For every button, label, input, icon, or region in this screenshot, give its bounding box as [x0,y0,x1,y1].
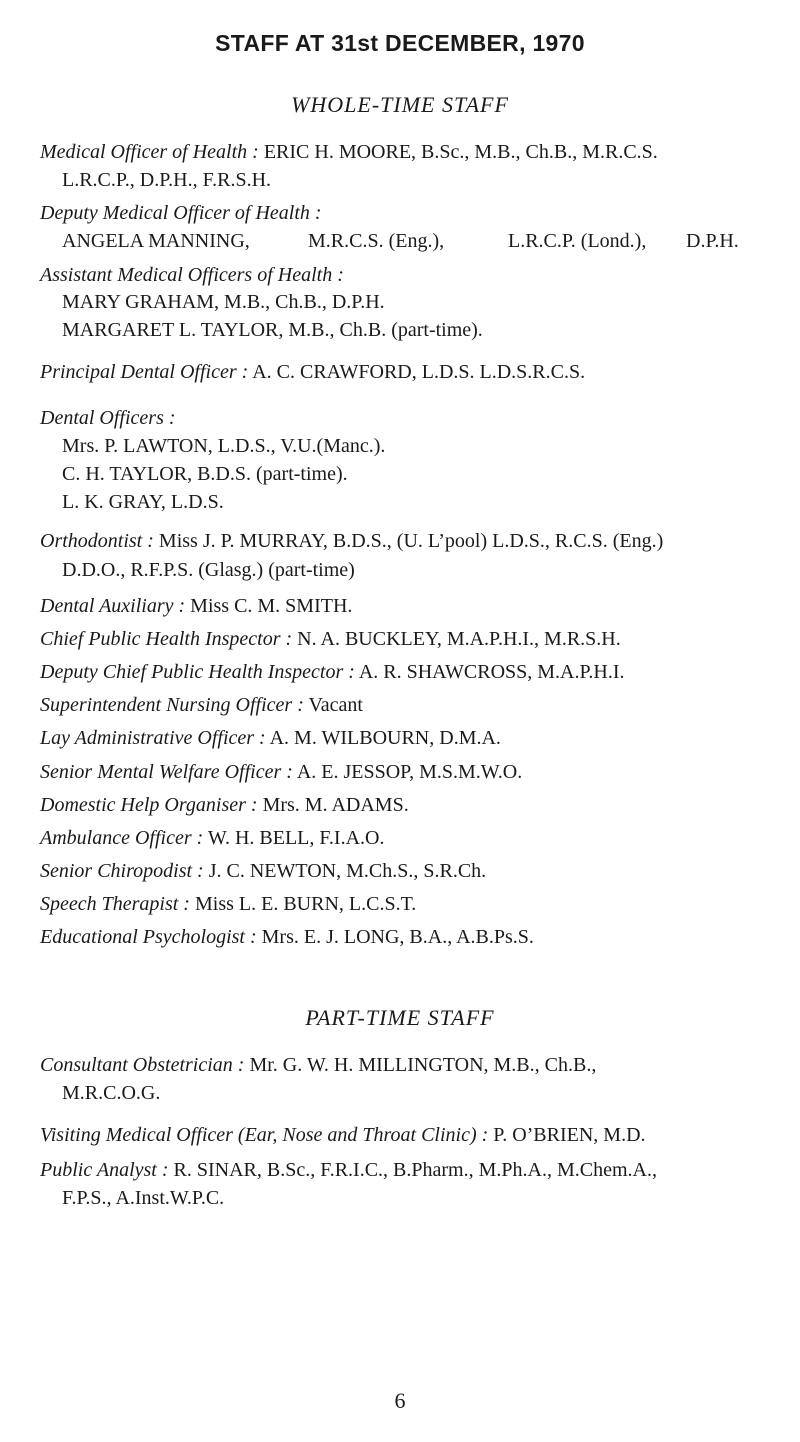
staff-entry: Consultant Obstetrician : Mr. G. W. H. MILLINGTON, M.B., Ch.B., [40,1054,597,1076]
staff-role: Assistant Medical Officers of Health : [40,264,344,286]
staff-entry: Deputy Chief Public Health Inspector : A. R. SHAWCROSS, M.A.P.H.I. [40,661,625,683]
staff-entry: Visiting Medical Officer (Ear, Nose and Throat Clinic) : P. O’BRIEN, M.D. [40,1124,646,1146]
staff-entry: Senior Chiropodist : J. C. NEWTON, M.Ch.S., S.R.Ch. [40,860,487,882]
staff-role: Dental Officers : [40,407,176,429]
staff-entry: Public Analyst : R. SINAR, B.Sc., F.R.I.C., B.Pharm., M.Ph.A., M.Chem.A., [40,1159,657,1181]
staff-entry-continuation: M.R.C.O.G. [62,1082,161,1104]
staff-entry-continuation: Mrs. P. LAWTON, L.D.S., V.U.(Manc.). [62,435,386,457]
staff-entry: Superintendent Nursing Officer : Vacant [40,694,363,716]
staff-entry: Dental Auxiliary : Miss C. M. SMITH. [40,595,353,617]
staff-entry: Educational Psychologist : Mrs. E. J. LONG, B.A., A.B.Ps.S. [40,926,534,948]
staff-entry-continuation: ANGELA MANNING, M.R.C.S. (Eng.), L.R.C.P. (Lond.), D.P.H. [62,230,739,252]
staff-entry: Medical Officer of Health : ERIC H. MOORE, B.Sc., M.B., Ch.B., M.R.C.S. [40,141,658,163]
part-time-heading: PART-TIME STAFF [305,1005,495,1030]
staff-entry: Lay Administrative Officer : A. M. WILBOURN, D.M.A. [40,727,501,749]
staff-entry: Chief Public Health Inspector : N. A. BUCKLEY, M.A.P.H.I., M.R.S.H. [40,628,621,650]
staff-entry: Ambulance Officer : W. H. BELL, F.I.A.O. [40,827,385,849]
staff-entry-continuation: MARY GRAHAM, M.B., Ch.B., D.P.H. [62,291,385,313]
staff-entry-continuation: C. H. TAYLOR, B.D.S. (part-time). [62,463,348,485]
page-number: 6 [394,1388,406,1413]
staff-entry: Speech Therapist : Miss L. E. BURN, L.C.S.T. [40,893,417,915]
staff-entry: Domestic Help Organiser : Mrs. M. ADAMS. [40,794,409,816]
staff-entry-continuation: L.R.C.P., D.P.H., F.R.S.H. [62,169,272,191]
staff-entry-continuation: MARGARET L. TAYLOR, M.B., Ch.B. (part-time). [62,319,483,341]
staff-entry-continuation: L. K. GRAY, L.D.S. [62,491,224,513]
staff-entry: Senior Mental Welfare Officer : A. E. JESSOP, M.S.M.W.O. [40,761,523,783]
staff-entry: Principal Dental Officer : A. C. CRAWFORD, L.D.S. L.D.S.R.C.S. [40,361,586,383]
staff-role: Deputy Medical Officer of Health : [40,202,322,224]
staff-entry-continuation: D.D.O., R.F.P.S. (Glasg.) (part-time) [62,559,355,581]
page-title: STAFF AT 31st DECEMBER, 1970 [215,30,585,56]
whole-time-heading: WHOLE-TIME STAFF [291,92,509,117]
staff-entry: Orthodontist : Miss J. P. MURRAY, B.D.S., (U. L’pool) L.D.S., R.C.S. (Eng.) [40,530,664,552]
staff-entry-continuation: F.P.S., A.Inst.W.P.C. [62,1187,225,1209]
